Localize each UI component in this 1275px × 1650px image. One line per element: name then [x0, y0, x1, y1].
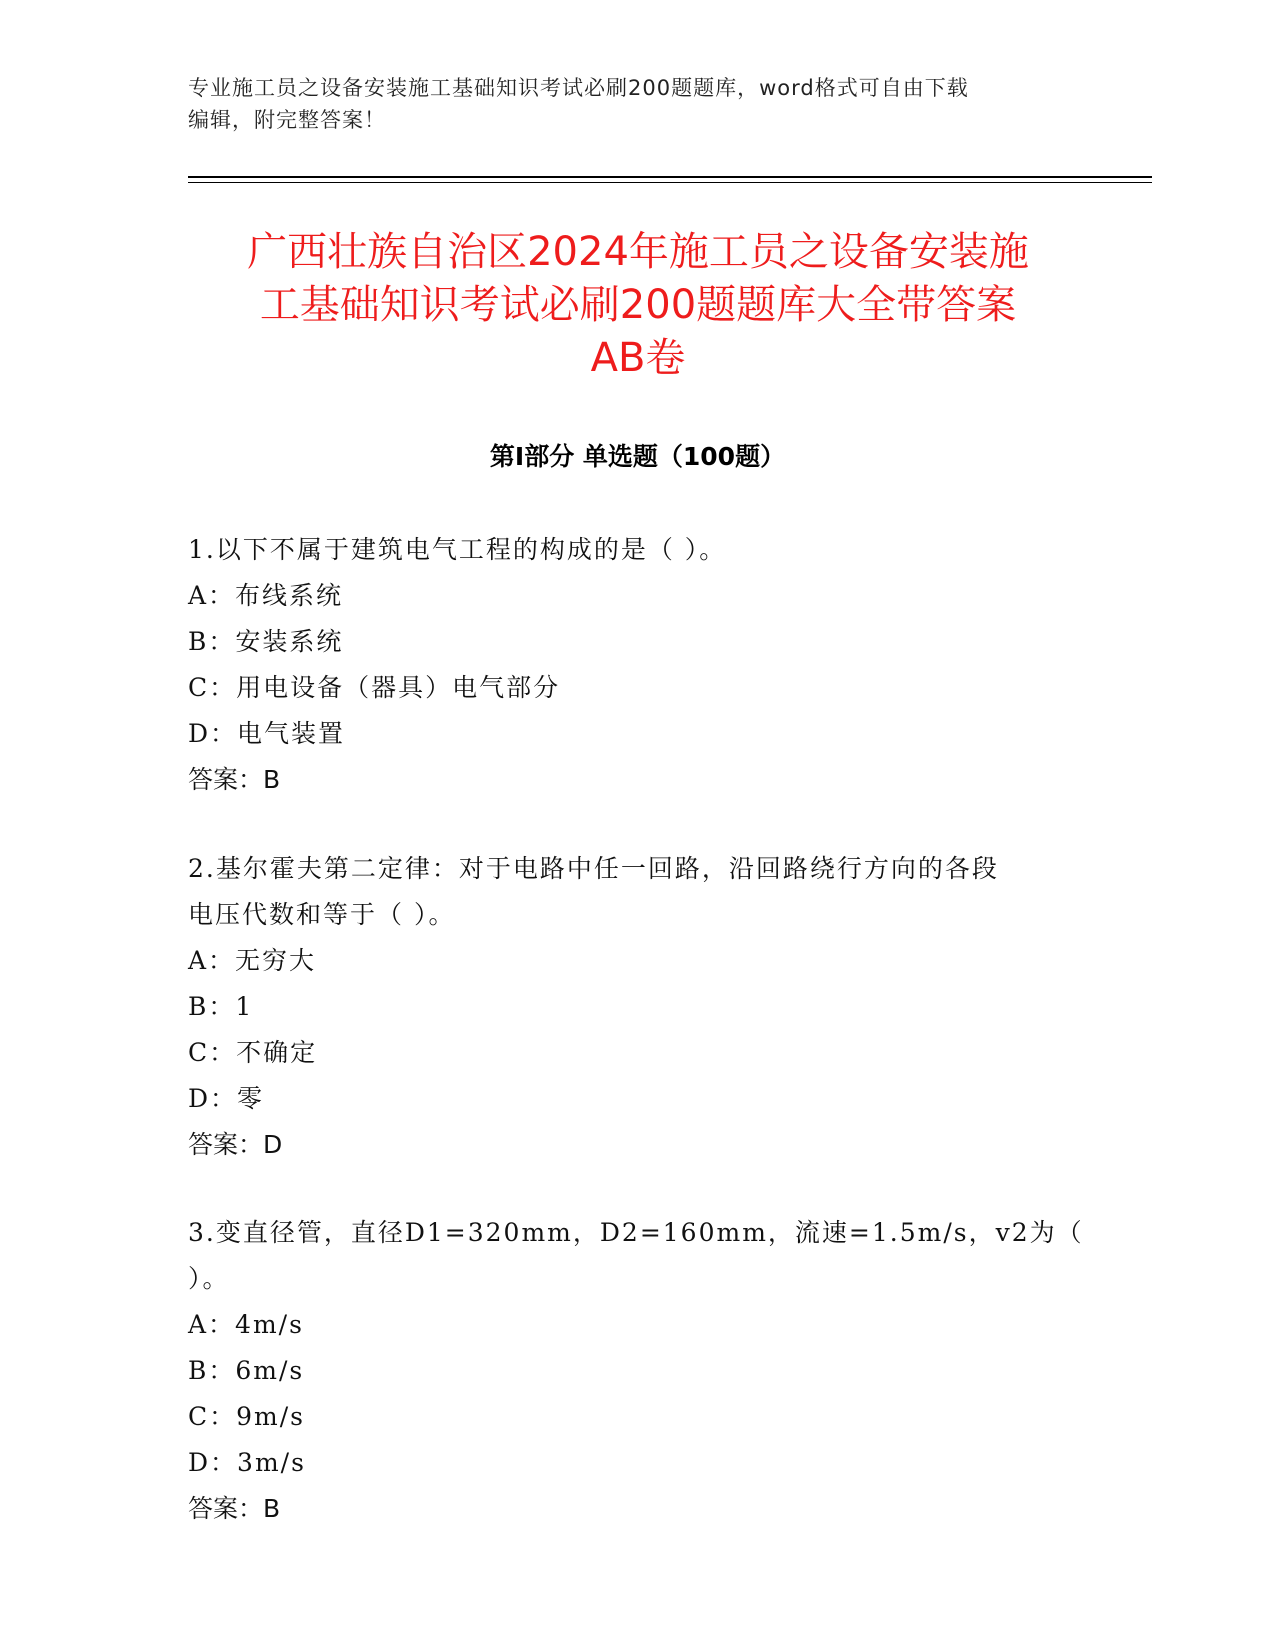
question-3	[188, 1210, 1088, 1532]
header-note-line-1: 专业施工员之设备安装施工基础知识考试必刷200题题库，word格式可自由下载	[188, 76, 969, 100]
answer: 答案：D	[188, 1130, 283, 1159]
header-note-line-2: 编辑，附完整答案！	[188, 108, 386, 132]
option-a: A：布线系统	[188, 581, 344, 610]
question-stem-line: 电压代数和等于（ ）。	[188, 900, 456, 929]
option-a: A：4m/s	[188, 1310, 304, 1339]
section-title: 第I部分 单选题（100题）	[489, 442, 786, 471]
header-note	[188, 72, 1088, 136]
option-b: B：安装系统	[188, 627, 344, 656]
option-a: A：无穷大	[188, 946, 317, 975]
question-stem-line: 3.变直径管，直径D1=320mm，D2=160mm，流速=1.5m/s，v2为（ ）。	[188, 1218, 1084, 1293]
option-c: C：不确定	[188, 1038, 318, 1067]
document-title-line-1: 广西壮族自治区2024年施工员之设备安装施	[247, 229, 1029, 275]
header-divider-thin	[188, 182, 1152, 183]
document-title-line-3: AB卷	[590, 335, 686, 381]
option-c: C：9m/s	[188, 1402, 305, 1431]
option-c: C：用电设备（器具）电气部分	[188, 673, 561, 702]
document-title	[150, 226, 1126, 385]
question-stem	[188, 1210, 1088, 1302]
question-stem-line: 2.基尔霍夫第二定律：对于电路中任一回路，沿回路绕行方向的各段	[188, 854, 999, 883]
header-divider-thick	[188, 176, 1152, 178]
question-stem	[188, 527, 1088, 573]
question-1	[188, 527, 1088, 803]
question-stem	[188, 846, 1088, 938]
option-b: B：1	[188, 992, 254, 1021]
option-d: D：电气装置	[188, 719, 346, 748]
document-title-line-2: 工基础知识考试必刷200题题库大全带答案	[259, 282, 1017, 328]
question-stem-line: 1.以下不属于建筑电气工程的构成的是（ ）。	[188, 535, 727, 564]
answer: 答案：B	[188, 1494, 281, 1523]
option-d: D：3m/s	[188, 1448, 306, 1477]
option-b: B：6m/s	[188, 1356, 305, 1385]
question-2	[188, 846, 1088, 1168]
answer: 答案：B	[188, 765, 281, 794]
option-d: D：零	[188, 1084, 265, 1113]
